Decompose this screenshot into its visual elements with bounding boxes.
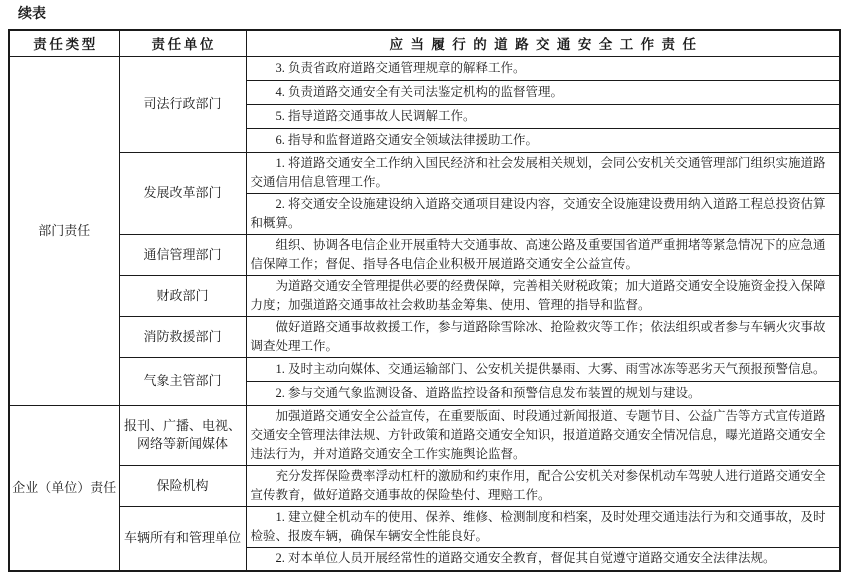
unit-cell-fire-rescue: 消防救援部门 bbox=[119, 316, 246, 357]
duty-cell bbox=[246, 193, 840, 234]
responsibility-table bbox=[8, 29, 841, 572]
duty-cell bbox=[246, 275, 840, 316]
section-cell-enterprise: 企业（单位）责任 bbox=[9, 405, 119, 571]
duty-cell bbox=[246, 316, 840, 357]
continued-table-label: 续表 bbox=[18, 7, 46, 22]
duty-cell bbox=[246, 234, 840, 275]
table-row bbox=[9, 234, 840, 275]
duty-text: 5. 指导道路交通事故人民调解工作。 bbox=[275, 108, 476, 123]
table-row bbox=[9, 56, 840, 80]
unit-cell-communications: 通信管理部门 bbox=[119, 234, 246, 275]
duty-text: 加强道路交通安全公益宣传，在重要版面、时段通过新闻报道、专题节目、公益广告等方式宣传道路交通安全管理法律法规、方针政策和道路交通安全知识，报道道路交通安全情况信息，曝光道路交通安全违法行为，并对道路交通安全工作实施舆论监督。 bbox=[250, 408, 826, 461]
duty-text: 1. 将道路交通安全工作纳入国民经济和社会发展相关规划，会同公安机关交通管理部门组织实施道路交通信用信息管理工作。 bbox=[250, 155, 826, 189]
table-row bbox=[9, 316, 840, 357]
header-cell-duty: 应当履行的道路交通安全工作责任 bbox=[246, 30, 840, 56]
section-cell-department: 部门责任 bbox=[9, 56, 119, 405]
duty-text: 为道路交通安全管理提供必要的经费保障，完善相关财税政策；加大道路交通安全设施资金投入保障力度；加强道路交通事故社会救助基金筹集、使用、管理的指导和监督。 bbox=[250, 278, 826, 312]
duty-text: 1. 及时主动向媒体、交通运输部门、公安机关提供暴雨、大雾、雨雪冰冻等恶劣天气预报预警信息。 bbox=[275, 361, 826, 376]
unit-cell-news-media: 报刊、广播、电视、网络等新闻媒体 bbox=[119, 405, 246, 465]
table-row bbox=[9, 405, 840, 465]
duty-cell bbox=[246, 465, 840, 506]
table-row bbox=[9, 357, 840, 381]
duty-text: 3. 负责省政府道路交通管理规章的解释工作。 bbox=[275, 60, 526, 75]
duty-text: 2. 将交通安全设施建设纳入道路交通项目建设内容，交通安全设施建设费用纳入道路工程总投资估算和概算。 bbox=[250, 196, 826, 230]
table-row bbox=[9, 465, 840, 506]
duty-cell bbox=[246, 547, 840, 571]
duty-cell bbox=[246, 405, 840, 465]
duty-text: 6. 指导和监督道路交通安全领域法律援助工作。 bbox=[275, 132, 539, 147]
duty-cell bbox=[246, 128, 840, 152]
unit-cell-meteorological: 气象主管部门 bbox=[119, 357, 246, 405]
table-header bbox=[9, 30, 840, 56]
table-row bbox=[9, 275, 840, 316]
duty-text: 2. 对本单位人员开展经常性的道路交通安全教育，督促其自觉遵守道路交通安全法律法规。 bbox=[275, 551, 776, 566]
duty-text: 充分发挥保险费率浮动杠杆的激励和约束作用，配合公安机关对参保机动车驾驶人进行道路交通安全宣传教育，做好道路交通事故的保险垫付、理赔工作。 bbox=[250, 468, 826, 502]
unit-cell-vehicle-owner: 车辆所有和管理单位 bbox=[119, 506, 246, 571]
unit-cell-development-reform: 发展改革部门 bbox=[119, 152, 246, 234]
unit-cell-finance: 财政部门 bbox=[119, 275, 246, 316]
duty-cell bbox=[246, 80, 840, 104]
duty-cell bbox=[246, 104, 840, 128]
duty-text: 1. 建立健全机动车的使用、保养、维修、检测制度和档案，及时处理交通违法行为和交通事故，及时检验、报废车辆，确保车辆安全性能良好。 bbox=[250, 509, 826, 543]
duty-cell bbox=[246, 506, 840, 547]
duty-cell bbox=[246, 357, 840, 381]
duty-text: 2. 参与交通气象监测设备、道路监控设备和预警信息发布装置的规划与建设。 bbox=[275, 385, 701, 400]
unit-cell-justice: 司法行政部门 bbox=[119, 56, 246, 152]
table-body bbox=[9, 56, 840, 571]
header-cell-unit: 责任单位 bbox=[119, 30, 246, 56]
table-row bbox=[9, 152, 840, 193]
duty-cell bbox=[246, 381, 840, 405]
table-row bbox=[9, 506, 840, 547]
header-row bbox=[9, 30, 840, 56]
duty-cell bbox=[246, 56, 840, 80]
unit-cell-insurance: 保险机构 bbox=[119, 465, 246, 506]
duty-cell bbox=[246, 152, 840, 193]
header-cell-type: 责任类型 bbox=[9, 30, 119, 56]
duty-text: 做好道路交通事故救援工作，参与道路除雪除冰、抢险救灾等工作；依法组织或者参与车辆火灾事故调查处理工作。 bbox=[250, 319, 826, 353]
duty-text: 4. 负责道路交通安全有关司法鉴定机构的监督管理。 bbox=[275, 84, 564, 99]
duty-text: 组织、协调各电信企业开展重特大交通事故、高速公路及重要国省道严重拥堵等紧急情况下的应急通信保障工作；督促、指导各电信企业积极开展道路交通安全公益宣传。 bbox=[250, 237, 826, 271]
